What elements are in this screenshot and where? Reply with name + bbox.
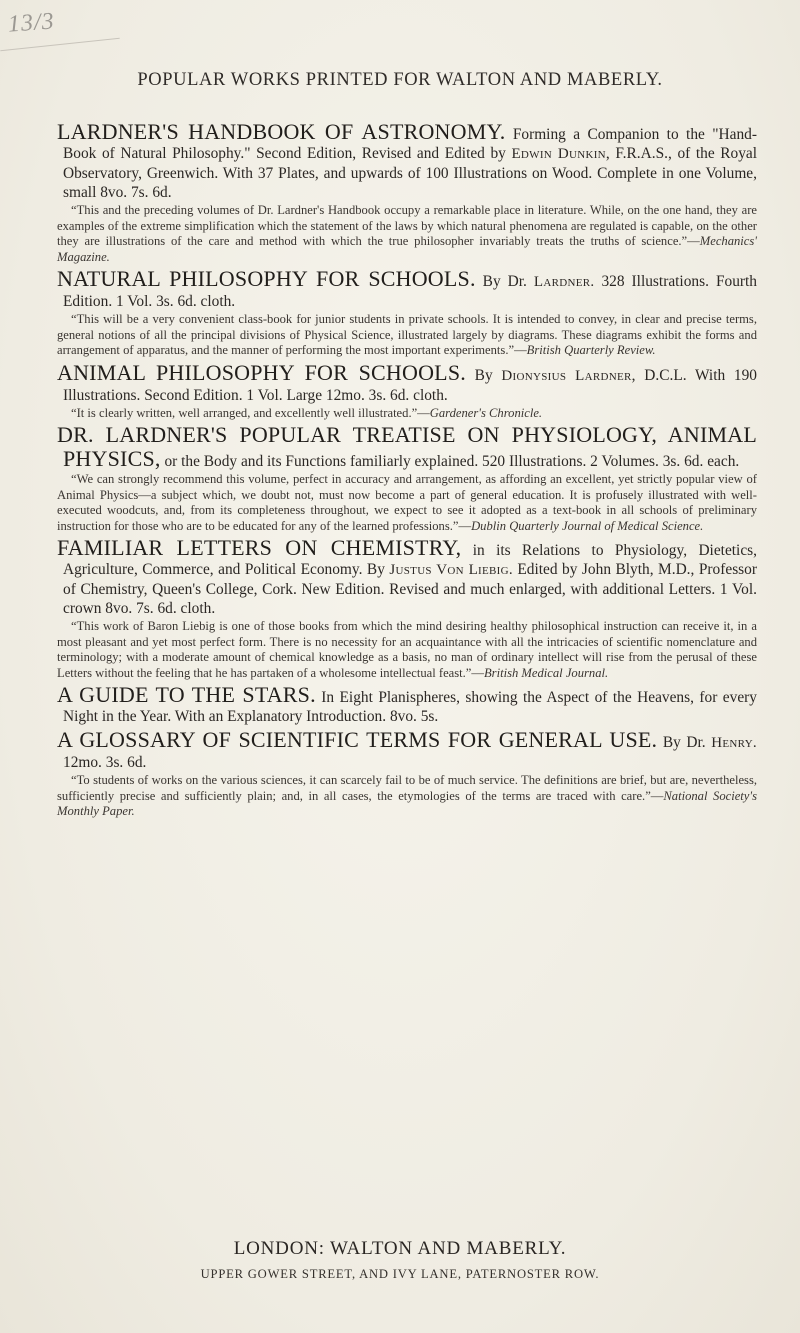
- review-source: British Quarterly Review.: [526, 343, 656, 357]
- entry-body: [57, 361, 757, 405]
- entry-text-continued: 12mo. 3s. 6d.: [63, 754, 147, 771]
- entry-text-continued: , D.C.L. With 190 Illustrations. Second Edition. 1 Vol. Large 12mo. 3s. 6d. cloth.: [63, 366, 757, 404]
- review-source: Dublin Quarterly Journal of Medical Science.: [471, 518, 704, 533]
- publisher-address: UPPER GOWER STREET, AND IVY LANE, PATERNOSTER ROW.: [200, 1267, 600, 1281]
- entry-guide-to-stars: [57, 683, 757, 726]
- publisher-imprint: [0, 1238, 800, 1282]
- review-quote: [57, 773, 757, 820]
- entry-title: NATURAL PHILOSOPHY FOR SCHOOLS.: [57, 266, 476, 291]
- entry-chemistry-letters: [57, 536, 757, 681]
- review-quote: [57, 406, 757, 422]
- entry-natural-philosophy: [57, 267, 757, 359]
- entry-title: A GUIDE TO THE STARS.: [57, 682, 316, 707]
- entry-text: Forming a Companion to the "Hand-Book of Natural Philosophy." Second Edition, Revised and Edited by: [63, 126, 757, 162]
- entry-body: [57, 536, 757, 618]
- entry-text: or the Body and its Functions familiarly explained. 520 Illustrations. 2 Volumes. 3s. 6d. each.: [160, 453, 740, 470]
- publisher-name: LONDON: WALTON AND MABERLY.: [233, 1238, 567, 1259]
- entry-text-continued: , F.R.A.S., of the Royal Observatory, Greenwich. With 37 Plates, and upwards of 100 Illustrations on Wood. Complete in one Volume, small 8vo. 7s. 6d.: [63, 145, 758, 201]
- review-quote: [57, 312, 757, 359]
- entry-body: [57, 423, 757, 471]
- entry-title: LARDNER'S HANDBOOK OF ASTRONOMY.: [57, 119, 506, 144]
- entry-text: By Dr.: [475, 273, 534, 290]
- review-text: “This and the preceding volumes of Dr. Lardner's Handbook occupy a remarkable place in literature. While, on the one hand, they are examples of the extreme simplification which the statement of the laws by which natural phenomena are regulated is capable, on the other they are illustrations of the care and method with which the true philosopher invariably treats the truths of science.”—: [57, 203, 757, 248]
- review-text: “This work of Baron Liebig is one of those books from which the mind desiring healthy philosophical instruction can receive it, in a most pleasant and yet most perfect form. There is no necessity for an acquaintance with all the intricacies of scientific nomenclature and terminology; with a moderate amount of chemical knowledge as a basis, no man of ordinary intellect will rise from the perusal of these Letters without the feeling that he has partaken of a wholesome intellectual feast.”—: [57, 619, 757, 680]
- entry-astronomy: [57, 120, 757, 265]
- review-source: British Medical Journal.: [483, 665, 609, 680]
- review-source: Gardener's Chronicle.: [429, 405, 543, 420]
- entry-animal-philosophy: [57, 361, 757, 422]
- review-source: National Society's Monthly Paper.: [57, 788, 757, 818]
- entry-body: [57, 683, 757, 726]
- entry-glossary: [57, 728, 757, 820]
- running-head: POPULAR WORKS PRINTED FOR WALTON AND MABERLY.: [137, 70, 663, 90]
- entry-text: in its Relations to Physiology, Dietetics, Agriculture, Commerce, and Political Economy. By: [63, 542, 757, 578]
- entry-title: A GLOSSARY OF SCIENTIFIC TERMS FOR GENERAL USE.: [57, 727, 658, 752]
- entry-author: Edwin Dunkin: [511, 146, 606, 162]
- review-source: Mechanics' Magazine.: [57, 234, 757, 264]
- entry-author: Henry.: [711, 735, 757, 751]
- corner-mark: 13/3: [7, 8, 56, 38]
- review-text: “To students of works on the various sciences, it can scarcely fail to be of much service. The definitions are brief, but are, nevertheless, sufficiently precise and sufficiently plain; and, in all cases, the etymologies of the terms are traced with care.”—: [57, 773, 757, 803]
- advertisement-list: [57, 120, 757, 822]
- entry-body: [57, 728, 757, 772]
- entry-title: FAMILIAR LETTERS ON CHEMISTRY,: [57, 535, 462, 560]
- review-quote: [57, 472, 757, 534]
- entry-author: Lardner.: [533, 274, 595, 290]
- entry-body: [57, 120, 757, 202]
- review-text: “This will be a very convenient class-book for junior students in private schools. It is intended to convey, in clear and precise terms, general notions of all the principal divisions of Physical Science, illustrated largely by diagrams. These diagrams exhibit the forms and arrangement of apparatus, and the manner of performing the most important experiments.”—: [57, 312, 757, 357]
- entry-author: Dionysius Lardner: [501, 367, 632, 384]
- entry-author: Justus Von Liebig.: [389, 562, 513, 578]
- entry-text: By Dr.: [657, 734, 712, 751]
- entry-text: In Eight Planispheres, showing the Aspect of the Heavens, for every Night in the Year. With an Explanatory Introduction. 8vo. 5s.: [63, 689, 757, 725]
- review-quote: [57, 619, 757, 681]
- review-quote: [57, 203, 757, 265]
- entry-physiology: [57, 423, 757, 534]
- review-text: “It is clearly written, well arranged, and excellently well illustrated.”—: [71, 405, 430, 420]
- entry-text: By: [465, 366, 502, 384]
- entry-title: DR. LARDNER'S POPULAR TREATISE ON PHYSIOLOGY, ANIMAL PHYSICS,: [57, 422, 757, 471]
- corner-mark-rule: [0, 38, 119, 52]
- entry-text-continued: 328 Illustrations. Fourth Edition. 1 Vol. 3s. 6d. cloth.: [63, 273, 757, 310]
- entry-text-continued: Edited by John Blyth, M.D., Professor of Chemistry, Queen's College, Cork. New Edition. Revised and much enlarged, with additional Letters. 1 Vol. crown 8vo. 7s. 6d. cloth.: [63, 561, 757, 617]
- review-text: “We can strongly recommend this volume, perfect in accuracy and arrangement, as affording an excellent, yet strictly popular view of Animal Physics—a subject which, we doubt not, must now become a part of general education. It is profusely illustrated with well-executed woodcuts, and, from its completeness throughout, we expect to see it adopted as a text-book in all schools of preliminary instruction for those who are to be educated for any of the learned professions.”—: [57, 472, 757, 533]
- entry-title: ANIMAL PHILOSOPHY FOR SCHOOLS.: [57, 359, 466, 385]
- entry-body: [57, 267, 757, 311]
